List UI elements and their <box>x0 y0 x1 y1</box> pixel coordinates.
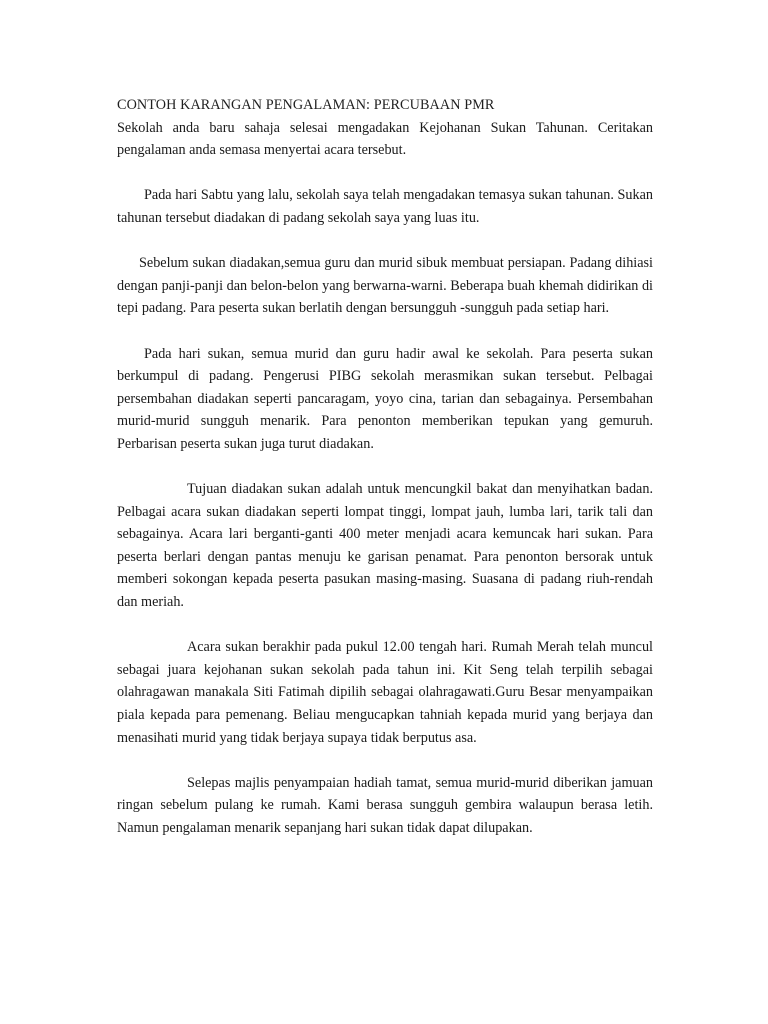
document-title: CONTOH KARANGAN PENGALAMAN: PERCUBAAN PMR <box>117 97 495 113</box>
paragraph-intro: Pada hari Sabtu yang lalu, sekolah saya telah mengadakan temasya sukan tahunan. Sukan tahunan tersebut diadakan di padang sekolah saya yang luas itu. <box>117 187 653 226</box>
paragraph-results: Acara sukan berakhir pada pukul 12.00 tengah hari. Rumah Merah telah muncul sebagai juara kejohanan sukan sekolah pada tahun ini. Kit Seng telah terpilih sebagai olahragawan manakala Siti Fatimah dipilih sebagai olahragawati.Guru Besar menyampaikan piala kepada para pemenang. Beliau mengucapkan tahniah kepada murid yang berjaya dan menasihati murid yang tidak berjaya supaya tidak berputus asa. <box>117 639 653 746</box>
essay-prompt: Sekolah anda baru sahaja selesai mengadakan Kejohanan Sukan Tahunan. Ceritakan pengalaman anda semasa menyertai acara tersebut. <box>117 119 653 159</box>
paragraph-sports-day: Pada hari sukan, semua murid dan guru hadir awal ke sekolah. Para peserta sukan berkumpul di padang. Pengerusi PIBG sekolah merasmikan sukan tersebut. Pelbagai persembahan diadakan seperti pancaragam, yoyo cina, tarian dan sebagainya. Persembahan murid-murid sungguh menarik. Para penonton memberikan tepukan yang gemuruh. Perbarisan peserta sukan juga turut diadakan. <box>117 345 653 452</box>
paragraph-conclusion: Selepas majlis penyampaian hadiah tamat, semua murid-murid diberikan jamuan ringan sebelum pulang ke rumah. Kami berasa sungguh gembira walaupun berasa letih. Namun pengalaman menarik sepanjang hari sukan tidak dapat dilupakan. <box>117 774 653 836</box>
paragraph-preparation: Sebelum sukan diadakan,semua guru dan murid sibuk membuat persiapan. Padang dihiasi dengan panji-panji dan belon-belon yang berwarna-warni. Beberapa buah khemah didirikan di tepi padang. Para peserta sukan berlatih dengan bersungguh -sungguh pada setiap hari. <box>117 255 653 317</box>
paragraph-events: Tujuan diadakan sukan adalah untuk mencungkil bakat dan menyihatkan badan. Pelbagai acara sukan diadakan seperti lompat tinggi, lompat jauh, lumba lari, tarik tali dan sebagainya. Acara lari berganti-ganti 400 meter menjadi acara kemuncak hari sukan. Para peserta berlari dengan pantas menuju ke garisan penamat. Para penonton bersorak untuk memberi sokongan kepada peserta pasukan masing-masing. Suasana di padang riuh-rendah dan meriah. <box>117 481 653 611</box>
document-page <box>117 94 653 840</box>
